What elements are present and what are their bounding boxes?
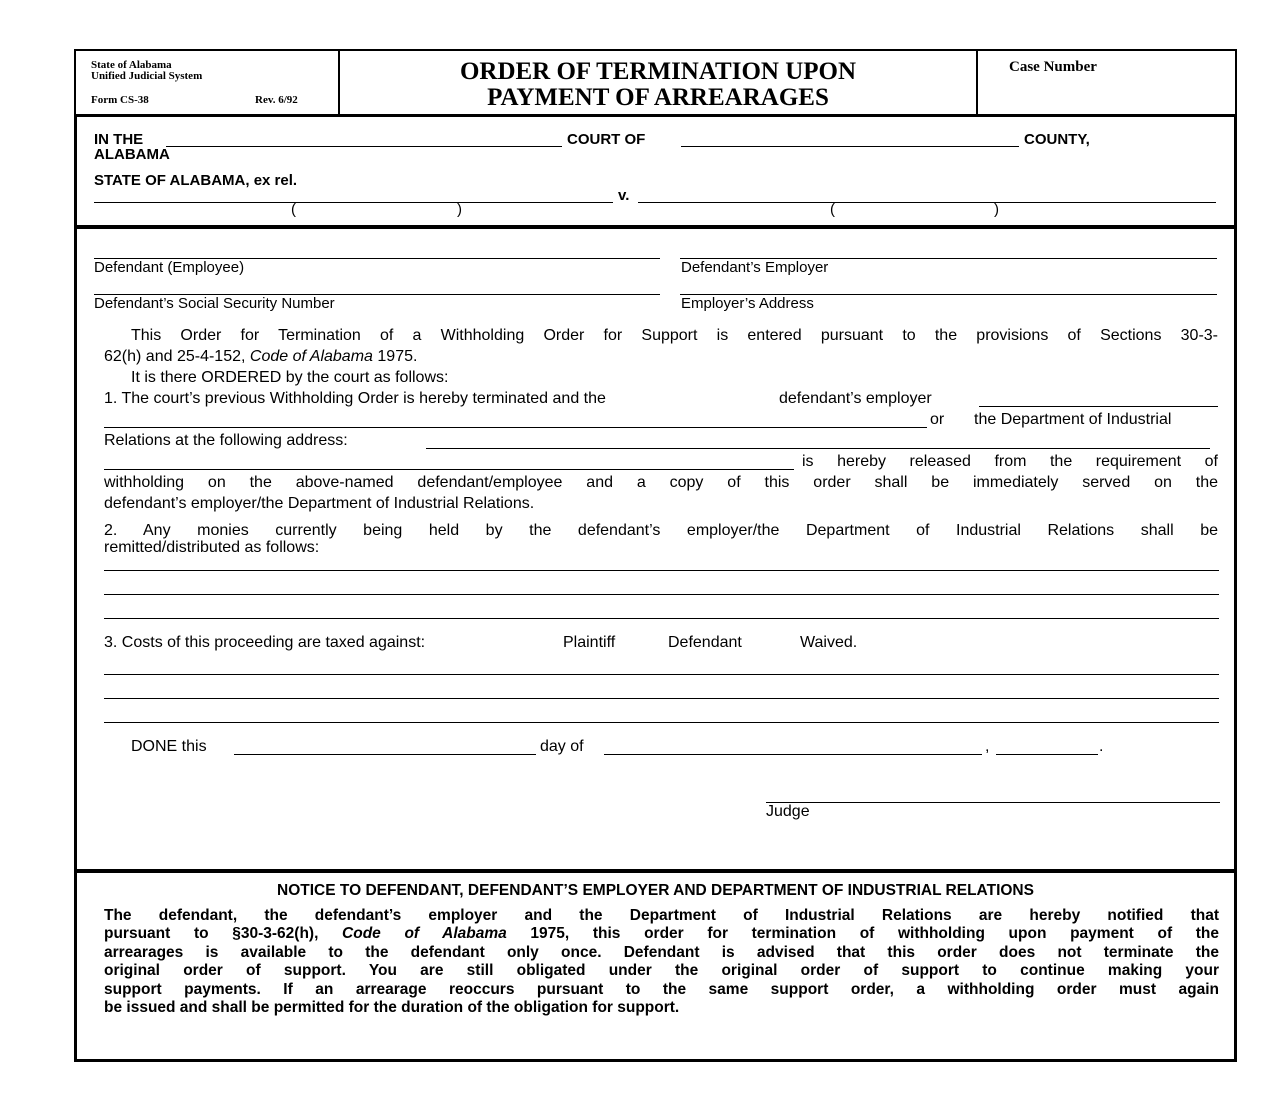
done-year-field[interactable] [996,754,1098,755]
defendant-paren-open: ( [830,201,835,218]
item1-line6: defendant’s employer/the Department of Industrial Relations. [104,495,535,512]
item1-employer-field[interactable] [979,406,1218,407]
item2-remit-field-3[interactable] [104,618,1219,619]
court-of-label: COURT OF [567,131,646,148]
item1-address-field[interactable] [426,448,1210,449]
item3-field-1[interactable] [104,674,1219,675]
notice-line2-b: 1975, this order for termination of withholding upon payment of the [530,925,1220,943]
costs-waived-option[interactable]: Waived. [800,634,858,651]
defendant-name-field[interactable] [638,202,1216,203]
intro-code-of-alabama: Code of Alabama [249,348,373,365]
item2-line2: remitted/distributed as follows: [104,539,320,556]
done-month-field[interactable] [604,754,982,755]
item2-remit-field-1[interactable] [104,570,1219,571]
county-label: COUNTY, [1024,131,1090,148]
item3-field-3[interactable] [104,722,1219,723]
form-revision: Rev. 6/92 [255,94,298,106]
notice-code-of-alabama: Code of Alabama [342,925,507,943]
notice-line3: arrearages is available to the defendant only once. Defendant is advised that this order does not terminate the [104,943,1219,961]
notice-line2-a: pursuant to §30-3-62(h), [104,925,319,943]
costs-defendant-option[interactable]: Defendant [668,634,742,651]
notice-title: NOTICE TO DEFENDANT, DEFENDANT’S EMPLOYER AND DEPARTMENT OF INDUSTRIAL RELATIONS [277,882,1034,899]
ssn-label: Defendant’s Social Security Number [94,295,335,312]
employer-address-label: Employer’s Address [681,295,814,312]
notice-line4: original order of support. You are still obligated under the original order of support to continue making your [104,962,1219,980]
intro-line1: This Order for Termination of a Withholding Order for Support is entered pursuant to the provisions of Sections 30-3- [131,327,1218,344]
intro-line2-b: 1975. [377,348,418,365]
day-of-label: day of [540,738,584,755]
item1-line1: 1. The court’s previous Withholding Order is hereby terminated and the [104,390,606,407]
item3-costs-label: 3. Costs of this proceeding are taxed against: [104,634,426,651]
costs-plaintiff-option[interactable]: Plaintiff [563,634,616,651]
item2-remit-field-2[interactable] [104,594,1219,595]
case-number-label: Case Number [1009,59,1097,75]
alabama-label: ALABAMA [94,146,170,163]
plaintiff-paren-open: ( [291,201,296,218]
defendant-employee-label: Defendant (Employee) [94,259,245,276]
form-title-line2: PAYMENT OF ARREARAGES [487,84,829,111]
court-name-field[interactable] [166,146,562,147]
notice-line6: be issued and shall be permitted for the duration of the obligation for support. [104,999,680,1017]
judge-signature-field[interactable] [766,802,1220,803]
form-title-line1: ORDER OF TERMINATION UPON [459,58,857,85]
done-this-label: DONE this [131,738,207,755]
item2-line1: 2. Any monies currently being held by the defendant’s employer/the Department of Industrial Relations shall be [104,522,1218,539]
form-number: Form CS-38 [91,94,149,106]
intro-line2-a: 62(h) and 25-4-152, [104,348,246,365]
versus-label: v. [618,187,630,204]
item1-or: or [930,411,945,428]
item3-field-2[interactable] [104,698,1219,699]
item1-employer-option: defendant’s employer [779,390,932,407]
county-name-field[interactable] [681,146,1019,147]
notice-line1: The defendant, the defendant’s employer and the Department of Industrial Relations are hereby notified that [104,907,1219,924]
item1-relations-label: Relations at the following address: [104,432,348,449]
notice-text [104,907,1219,1017]
ordered-line: It is there ORDERED by the court as follows: [131,369,449,386]
item1-released: is hereby released from the requirement of [802,453,1218,470]
state-label: State of Alabama [91,59,172,71]
intro-line2 [104,348,417,366]
system-label: Unified Judicial System [91,70,203,82]
plaintiff-paren-close: ) [457,201,462,218]
done-period: . [1099,738,1104,755]
item1-dir-option: the Department of Industrial [974,411,1172,428]
done-comma: , [985,738,990,755]
state-ex-rel-label: STATE OF ALABAMA, ex rel. [94,172,298,189]
item1-employer-field-2[interactable] [104,427,927,428]
judge-label: Judge [766,803,810,820]
defendant-paren-close: ) [994,201,999,218]
done-day-field[interactable] [234,754,536,755]
in-the-label: IN THE [94,131,144,148]
plaintiff-name-field[interactable] [94,202,613,203]
notice-line5: support payments. If an arrearage reoccurs pursuant to the same support order, a withholding order must again [104,980,1219,998]
item1-line5: withholding on the above-named defendant/employee and a copy of this order shall be immediately served on the [104,474,1218,491]
notice-line2 [104,925,1219,943]
item1-address-field-2[interactable] [104,469,794,470]
defendant-employer-label: Defendant’s Employer [681,259,829,276]
